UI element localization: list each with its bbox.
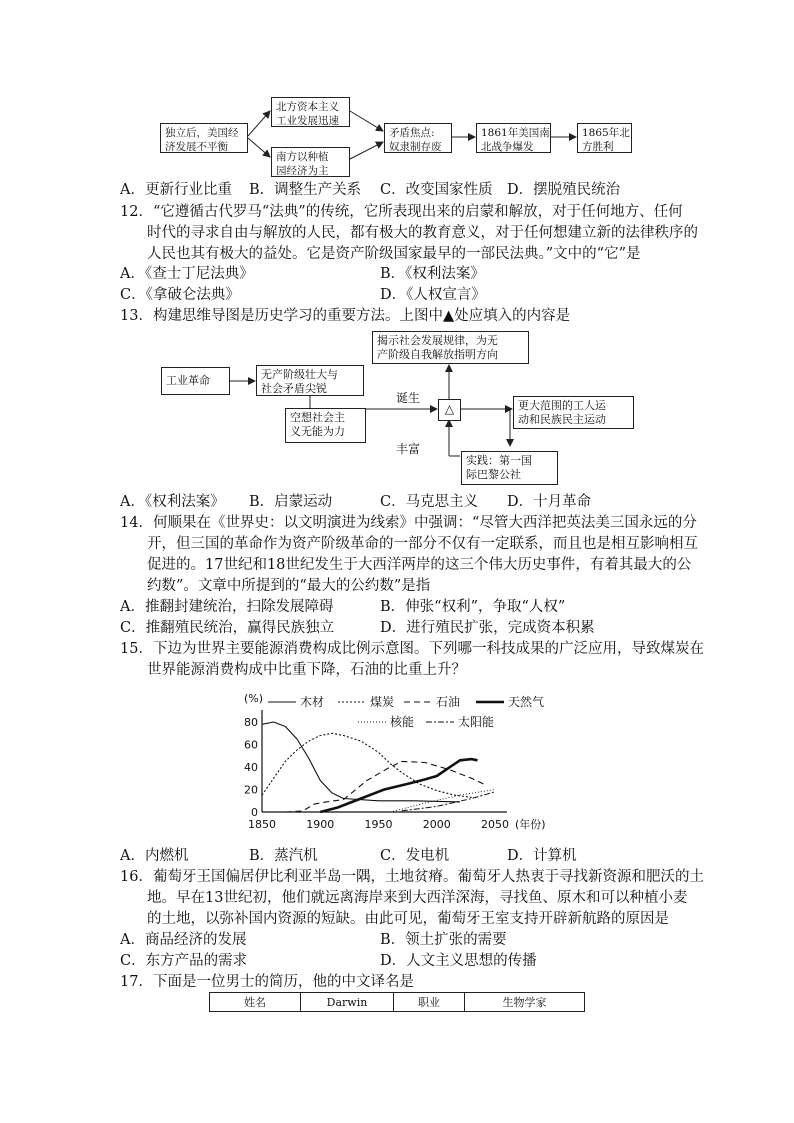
y-tick-label: 0 — [251, 806, 258, 819]
q12-option-d[interactable]: D．《人权宣言》 — [380, 287, 486, 303]
q15-option-d[interactable]: D．计算机 — [507, 848, 577, 864]
mind-map-right-box: 更大范围的工人运 动和民族民主运动 — [513, 396, 634, 429]
q13-option-a[interactable]: A．《权利法案》 — [120, 494, 225, 510]
q13-option-d[interactable]: D．十月革命 — [507, 494, 592, 510]
legend-label: 天然气 — [508, 695, 545, 709]
q12-option-b[interactable]: B．《权利法案》 — [380, 266, 485, 282]
legend-label: 太阳能 — [458, 715, 495, 729]
resume-job-value: 生物学家 — [465, 993, 585, 1012]
legend-label: 木材 — [300, 695, 325, 709]
q11-option-c[interactable]: C．改变国家性质 — [380, 182, 493, 198]
mind-map-industrial-box: 工业革命 — [161, 367, 230, 395]
q16-option-c[interactable]: C．东方产品的需求 — [120, 953, 248, 969]
x-tick-label: 2000 — [422, 818, 451, 831]
legend-label: 煤炭 — [370, 695, 395, 709]
resume-name-value: Darwin — [301, 993, 394, 1012]
q14-option-b[interactable]: B．伸张“权利”，争取“人权” — [380, 599, 566, 615]
y-tick-label: 40 — [244, 761, 258, 774]
mind-map-proletariat-box: 无产阶级壮大与 社会矛盾尖锐 — [256, 365, 364, 396]
y-tick-label: 80 — [244, 716, 258, 729]
legend-label: 核能 — [390, 715, 415, 729]
series-line — [285, 761, 483, 812]
energy-consumption-chart — [230, 686, 560, 836]
x-tick-label: 1900 — [306, 818, 335, 831]
diagram-north-box: 北方资本主义 工业发展迅速 — [271, 97, 350, 127]
q14-option-a[interactable]: A．推翻封建统治，扫除发展障碍 — [120, 599, 334, 615]
q12-stem-line-2: 时代的寻求自由与解放的人民，都有极大的教育意义，对于任何想建立新的法律秩序的 — [147, 225, 698, 241]
civil-war-diagram-arrows — [0, 0, 794, 190]
series-line — [262, 733, 472, 797]
diagram-conflict-box: 矛盾焦点: 奴隶制存废 — [384, 123, 452, 153]
q11-option-a[interactable]: A．更新行业比重 — [120, 182, 232, 198]
mind-map-center-box: △ — [438, 399, 461, 421]
y-tick-label: 20 — [244, 783, 258, 797]
mind-map-birth-label: 诞生 — [396, 391, 421, 405]
diagram-result-box: 1865年北 方胜利 — [577, 123, 632, 153]
resume-name-label: 姓名 — [210, 993, 301, 1012]
q12-option-a[interactable]: A．《查士丁尼法典》 — [120, 266, 254, 282]
q12-option-c[interactable]: C．《拿破仑法典》 — [120, 287, 240, 303]
q14-stem-line-2: 开，但三国的革命作为资产阶级革命的一部分不仅有一定联系，而且也是相互影响相互 — [147, 536, 698, 552]
table-row — [210, 993, 585, 1012]
resume-table — [209, 992, 585, 1012]
q15-stem-line-1: 15．下边为世界主要能源消费构成比例示意图。下列哪一科技成果的广泛应用，导致煤炭在 — [120, 641, 704, 657]
q16-stem-line-2: 地。早在13世纪初，他们就远离海岸来到大西洋深海，寻找鱼、原木和可以种植小麦 — [147, 890, 688, 906]
legend-label: 石油 — [436, 695, 461, 709]
x-axis-label: (年份) — [515, 818, 546, 831]
q11-option-d[interactable]: D．摆脱殖民统治 — [507, 182, 621, 198]
q12-stem-line-3: 人民也其有极大的益处。它是资产阶级国家最早的一部民法典。”文中的“它”是 — [147, 246, 641, 262]
q16-stem-line-1: 16．葡萄牙王国偏居伊比利亚半岛一隅，土地贫瘠。葡萄牙人热衷于寻找新资源和肥沃的土 — [120, 869, 704, 885]
q17-stem: 17．下面是一位男士的简历，他的中文译名是 — [120, 974, 414, 990]
x-tick-label: 2050 — [481, 818, 509, 831]
x-tick-label: 1950 — [364, 818, 393, 831]
q13-option-b[interactable]: B．启蒙运动 — [249, 494, 333, 510]
series-line — [262, 722, 460, 802]
q13-option-c[interactable]: C．马克思主义 — [380, 494, 479, 510]
q16-option-d[interactable]: D．人文主义思想的传播 — [380, 953, 537, 969]
series-line — [320, 759, 477, 812]
q16-option-a[interactable]: A．商品经济的发展 — [120, 932, 247, 948]
q15-stem-line-2: 世界能源消费构成中比重下降，石油的比重上升？ — [147, 662, 466, 678]
q14-stem-line-3: 促进的。17世纪和18世纪发生于大西洋两岸的这三个伟大历史事件，有着其最大的公 — [147, 557, 692, 573]
q16-option-b[interactable]: B．领土扩张的需要 — [380, 932, 507, 948]
q14-stem-line-1: 14．何顺果在《世界史：以文明演进为线索》中强调：“尽管大西洋把英法美三国永远的分 — [120, 515, 697, 531]
q12-stem-line-1: 12．“它遵循古代罗马“法典”的传统，它所表现出来的启蒙和解放，对于任何地方、任何 — [120, 204, 683, 220]
mind-map-top-box: 揭示社会发展规律，为无 产阶级自我解放指明方向 — [372, 331, 529, 364]
q13-stem: 13．构建思维导图是历史学习的重要方法。上图中▲处应填入的内容是 — [120, 308, 571, 324]
mind-map-utopian-box: 空想社会主 义无能为力 — [285, 408, 366, 443]
resume-job-label: 职业 — [394, 993, 465, 1012]
q15-option-b[interactable]: B．蒸汽机 — [249, 848, 318, 864]
y-tick-label: 60 — [244, 738, 258, 752]
diagram-south-box: 南方以种植 园经济为主 — [271, 147, 350, 177]
q14-stem-line-4: 约数”。文章中所提到的“最大的公约数”是指 — [147, 578, 431, 594]
q15-option-a[interactable]: A．内燃机 — [120, 848, 189, 864]
q15-option-c[interactable]: C．发电机 — [380, 848, 450, 864]
mind-map-rich-label: 丰富 — [396, 442, 421, 456]
diagram-war-box: 1861年美国南 北战争爆发 — [476, 123, 551, 153]
x-tick-label: 1850 — [248, 818, 276, 831]
diagram-start-box: 独立后，美国经 济发展不平衡 — [160, 123, 248, 153]
q16-stem-line-3: 的土地，以弥补国内资源的短缺。由此可见，葡萄牙王室支持开辟新航路的原因是 — [147, 911, 669, 927]
q14-option-d[interactable]: D．进行殖民扩张，完成资本积累 — [380, 620, 595, 636]
q11-option-b[interactable]: B．调整生产关系 — [249, 182, 362, 198]
mind-map-practice-box: 实践：第一国 际巴黎公社 — [461, 451, 558, 485]
y-axis-label: (%) — [244, 692, 264, 705]
q14-option-c[interactable]: C．推翻殖民统治，赢得民族独立 — [120, 620, 335, 636]
